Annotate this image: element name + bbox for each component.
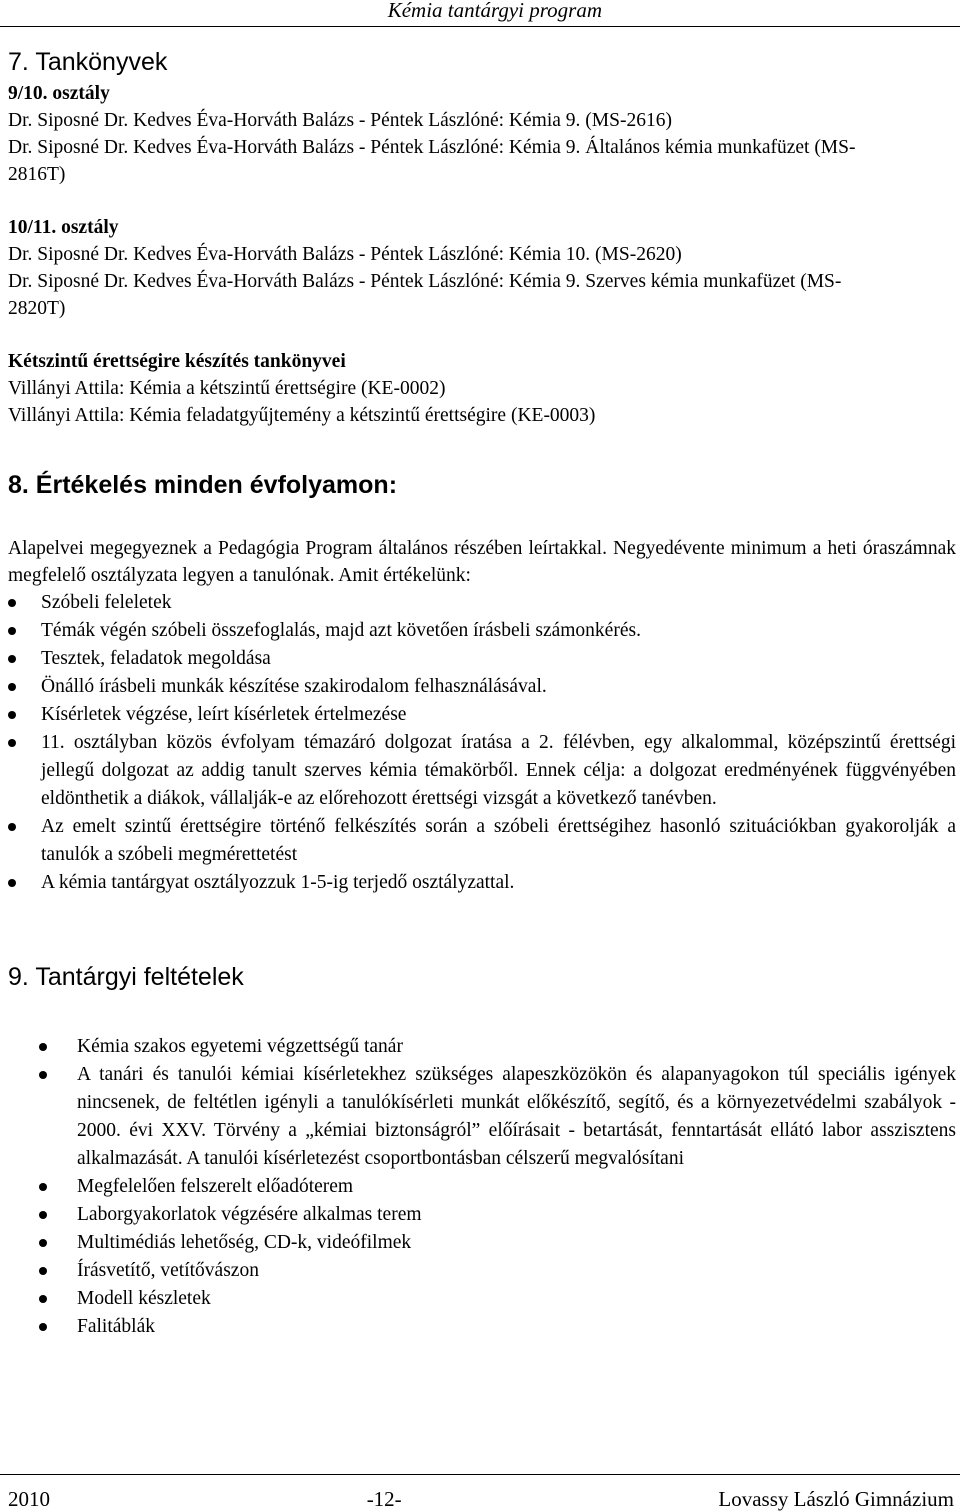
spacer <box>8 995 956 1033</box>
list-item: Az emelt szintű érettségire történő felkészítés során a szóbeli érettségihez hasonló szituációkban gyakorolják a tanulók a szóbeli megmérettetést <box>8 813 956 869</box>
bullet-icon <box>8 589 18 617</box>
group-label: 9/10. osztály <box>8 83 110 104</box>
section-8-title: 8. Értékelés minden évfolyamon: <box>8 471 398 499</box>
page-content <box>8 44 956 1341</box>
spacer <box>8 897 956 959</box>
spacer <box>8 188 956 214</box>
list-item: Szóbeli feleletek <box>8 589 956 617</box>
page-footer <box>8 1486 954 1512</box>
list-item: Modell készletek <box>8 1285 956 1313</box>
evaluation-list <box>8 589 956 897</box>
footer-year: 2010 <box>8 1487 50 1511</box>
textbook-entry: Dr. Siposné Dr. Kedves Éva-Horváth Balázs - Péntek Lászlóné: Kémia 9. Szerves kémia munkafüzet (MS-2820T) <box>8 271 842 319</box>
textbooks-group-9-10 <box>8 80 956 188</box>
footer-rule <box>0 1474 960 1475</box>
bullet-icon <box>39 1257 49 1285</box>
bullet-icon <box>8 729 18 757</box>
bullet-icon <box>39 1061 49 1089</box>
spacer <box>8 503 956 535</box>
textbooks-group-exam <box>8 348 956 429</box>
bullet-icon <box>39 1285 49 1313</box>
textbook-entry: Dr. Siposné Dr. Kedves Éva-Horváth Balázs - Péntek Lászlóné: Kémia 9. (MS-2616) <box>8 110 672 131</box>
list-item: Kémia szakos egyetemi végzettségű tanár <box>8 1033 956 1061</box>
bullet-icon <box>39 1229 49 1257</box>
bullet-icon <box>39 1313 49 1341</box>
bullet-icon <box>39 1173 49 1201</box>
textbook-entry: Dr. Siposné Dr. Kedves Éva-Horváth Balázs - Péntek Lászlóné: Kémia 9. Általános kémia munkafüzet (MS-2816T) <box>8 137 856 185</box>
list-item: Megfelelően felszerelt előadóterem <box>8 1173 956 1201</box>
bullet-icon <box>8 617 18 645</box>
spacer <box>8 429 956 467</box>
section-9-title: 9. Tantárgyi feltételek <box>8 963 244 991</box>
textbook-entry: Villányi Attila: Kémia feladatgyűjtemény a kétszintű érettségire (KE-0003) <box>8 405 596 426</box>
section-7-title: 7. Tankönyvek <box>8 48 168 76</box>
list-item: Laborgyakorlatok végzésére alkalmas terem <box>8 1201 956 1229</box>
bullet-icon <box>8 645 18 673</box>
list-item: Kísérletek végzése, leírt kísérletek értelmezése <box>8 701 956 729</box>
textbooks-group-10-11 <box>8 214 956 322</box>
page-number: -12- <box>366 1487 402 1511</box>
bullet-icon <box>39 1201 49 1229</box>
bullet-icon <box>8 673 18 701</box>
group-label: 10/11. osztály <box>8 217 119 238</box>
list-item: Tesztek, feladatok megoldása <box>8 645 956 673</box>
header-rule <box>0 26 960 27</box>
bullet-icon <box>8 869 18 897</box>
list-item: Írásvetítő, vetítővászon <box>8 1257 956 1285</box>
spacer <box>8 322 956 348</box>
list-item: A kémia tantárgyat osztályozzuk 1-5-ig terjedő osztályzattal. <box>8 869 956 897</box>
bullet-icon <box>39 1033 49 1061</box>
running-header: Kémia tantárgyi program <box>387 0 602 22</box>
list-item: Témák végén szóbeli összefoglalás, majd azt követően írásbeli számonkérés. <box>8 617 956 645</box>
conditions-list <box>8 1033 956 1341</box>
footer-school: Lovassy László Gimnázium <box>718 1487 954 1511</box>
section-8-intro: Alapelvei megegyeznek a Pedagógia Program általános részében leírtakkal. Negyedévente minimum a heti óraszámnak megfelelő osztályzata legyen a tanulónak. Amit értékelünk: <box>8 538 956 586</box>
bullet-icon <box>8 813 18 841</box>
bullet-icon <box>8 701 18 729</box>
list-item: Falitáblák <box>8 1313 956 1341</box>
textbook-entry: Dr. Siposné Dr. Kedves Éva-Horváth Balázs - Péntek Lászlóné: Kémia 10. (MS-2620) <box>8 244 682 265</box>
group-label: Kétszintű érettségire készítés tankönyvei <box>8 351 346 372</box>
list-item: A tanári és tanulói kémiai kísérletekhez szükséges alapeszközökön és alapanyagokon túl speciális igények nincsenek, de feltétlen igényli a tanulókísérleti munkát előkészítő, segítő, és a környezetvédelmi szabályok - 2000. évi XXV. Törvény a „kémiai biztonságról” előírásait - betartását, fenntartását ellátó labor asszisztens alkalmazását. A tanulói kísérletezést csoportbontásban célszerű megvalósítani <box>8 1061 956 1173</box>
list-item: Multimédiás lehetőség, CD-k, videófilmek <box>8 1229 956 1257</box>
list-item: 11. osztályban közös évfolyam témazáró dolgozat íratása a 2. félévben, egy alkalommal, középszintű érettségi jellegű dolgozat az addig tanult szerves kémia témakörből. Ennek célja: a dolgozat eredményének függvényében eldönthetik a diákok, vállalják-e az előrehozott érettségi vizsgát a következő tanévben. <box>8 729 956 813</box>
textbook-entry: Villányi Attila: Kémia a kétszintű érettségire (KE-0002) <box>8 378 446 399</box>
list-item: Önálló írásbeli munkák készítése szakirodalom felhasználásával. <box>8 673 956 701</box>
